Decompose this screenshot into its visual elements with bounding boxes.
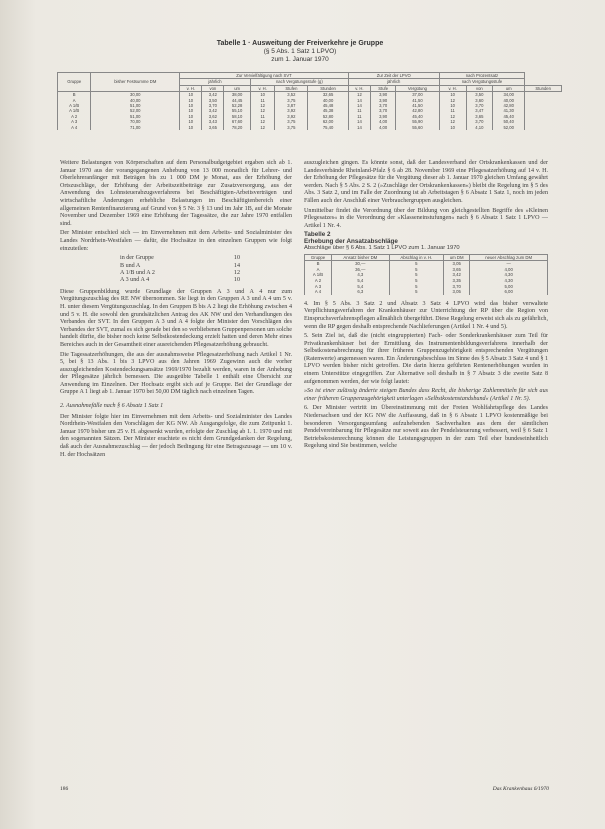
table-cell: 10 (180, 114, 202, 119)
table-cell: A (305, 267, 332, 273)
table2-column-header: Gruppe (305, 254, 332, 261)
table-cell: 5,4 (332, 278, 390, 284)
table-cell: 30,— (332, 261, 390, 267)
table-cell: 34,00 (493, 92, 525, 98)
paragraph: Der Minister folgte hier im Einvernehmen mit dem Arbeits- und Sozialminister des Landes Nordrhein-Westfalen den Vorschlägen der KG NW. Ab Ausgangsfolge, die zum Zeitpunkt 1. Januar 1970 bisher um 25 v. H. abgesenkt wurden, erfolgte der Zuschlag ab 1. 1. 1970 und mit den sogenannten Sätzen. Der Minister erachtete es nicht dem Grundgedanken der Regelung, daß auch der Ausnahmezuschlag — der jedoch Bedingung für eine Betragszusage — um 10 v. H. der Hochsätzen (60, 413, 292, 458)
table-cell: 32,65 (308, 92, 349, 98)
table-cell: 55,60 (396, 125, 439, 130)
table-cell: 10 (180, 98, 202, 103)
table-cell: 3,62 (202, 114, 224, 119)
table1-caption (140, 40, 460, 64)
table-cell: 12 (348, 92, 370, 98)
table-cell: 55,90 (396, 119, 439, 124)
table-cell: 41,50 (396, 98, 439, 103)
table-cell: A 1/B (58, 108, 91, 113)
table1-column-header: Stufe (371, 85, 396, 91)
table-cell: 10 (180, 119, 202, 124)
table2-column-header: neuer Abschlag zum DM (470, 254, 548, 261)
list-item-value: 12 (233, 269, 240, 276)
table-cell: 3,43 (202, 119, 224, 124)
paragraph: 5. Sein Ziel ist, daß die (nicht eingruppierten) Fach- oder Sonderkrankenhäuser zum Teil für Privatkrankenhäuser bei der Ermittlung des Instrumentenbildungsverfahrens innerhalb der Selbstkostenabrechnung für ihrer früheren Gruppenzugehörigkeit entsprechenden Vergütungen (Ratenwerte) angemessen waren. Ein Änderungsbeschluss im Sinne des § 5 Absatz 3 Satz 4 und § 1 LPVO werden bisher nicht getroffen. Die darin hierzu geführten Rentenerhöhungen wurden in einem Unterstütze eingegriffen. Zur Alternative soll deshalb in § 7 Absatz 3 die zweite Satz 8 aufgenommen werden, der wie folgt lautet: (304, 333, 548, 385)
table-cell: — (470, 261, 548, 267)
quote: »So ist einer zulässig änderte steigen Bundes dass Recht, die bisherige Zahlenmitteln für sich aus einer früheren Gruppenzugehörigkeit unterlagen »Selbstkostenstandsbund« (Artikel 1 Nr. 5). (304, 388, 548, 402)
table-cell: 11 (439, 108, 466, 113)
table-cell: 42,80 (396, 108, 439, 113)
table-cell: 10 (180, 92, 202, 98)
table-cell: 3,65 (202, 125, 224, 130)
table1-header-span3: nach Prozentsatz (439, 73, 525, 79)
table-cell: 3,90 (371, 114, 396, 119)
table-cell: 10 (180, 125, 202, 130)
table-cell: 11 (250, 114, 275, 119)
paragraph: Unmittelbar findet die Verordnung über der Bildung von gleichgestellten Begriffe des »Kleinen Pflegesatzes« in die Verordnung der »Klasseneinstufungen« nach § 6 Absatz 1 Satz 1 LPVO — Artikel 1 Nr. 4. (304, 207, 548, 229)
table-cell: 41,50 (396, 103, 439, 108)
table2-block (304, 232, 548, 294)
table1-column-header: Stufen (275, 85, 308, 91)
table-cell: A 2 (58, 114, 91, 119)
table-cell: 12 (439, 98, 466, 103)
table-cell: 4,30 (470, 278, 548, 284)
table1-column-header: von (202, 85, 224, 91)
table1-header-base: bisher Festsumme DM (91, 73, 180, 92)
table-cell: 3,70 (444, 284, 470, 290)
paragraph: Diese Gruppenbildung wurde Grundlage der Gruppen A 3 und A 4 nur zum Vergütungszuschlag des RE NW übernommen. Sie liegt in den Gruppen A 3 und A 4 um 5 v. H. unter diesem Vergütungszuschlag. In den Gruppen B bis A 2 liegt die Erhöhung zwischen 4 und 5 v. H. die sowohl den grundsätzlichen Antrag des AK NW und den Verhandlungen des Verbandes der SVT. In den Gruppen A 3 und A 4 folgte der Minister den Vorschlägen des Verbandes der SVT, zumal es sich gerade bei den so verbliebenen Gruppenpersonen um solche handelt dürfte, die bisher noch keine Selbstkostendeckung erzielt hatten und deren Mehr eines Bereiches auch in der Gesamtheit einer ausreichenden Pflegesatzerhöhung gebraucht. (60, 288, 292, 348)
table1-column-header: v. H. (348, 85, 370, 91)
table-cell: 5,00 (470, 284, 548, 290)
table-cell: 45,40 (493, 114, 525, 119)
table-cell: 67,60 (224, 119, 251, 124)
table-cell: 10 (439, 92, 466, 98)
page-number: 186 (60, 786, 69, 792)
paragraph: 6. Der Minister vertritt im Übereinstimmung mit der Freien Wohlfahrtspflege des Landes Niedersachsen und der KG NW die Auffassung, daß in § 6 Absatz 1 LPVO kostenmäßige bei besonderen Versorgungsumfang aufzuhebenden Sachverhalten aus dem der sämtlichen Pendelvereinbarung für Pflegesätze nur soweit aus der Pendelsteuerung verbessert, weil § 6 Satz 1 Betriebskostenrechnung können die Leistungsgruppen in der zum Teil eher bundeseinheitlich Regelung sind Sie bestimmen, welche (304, 405, 548, 450)
table-cell: 11 (250, 98, 275, 103)
table-cell: 3,90 (371, 98, 396, 103)
table-cell: 70,00 (91, 119, 180, 124)
list-item-value: 10 (233, 255, 240, 262)
table-cell: B (58, 92, 91, 98)
table-cell: 50,40 (493, 119, 525, 124)
table1-subheader: jährlich (180, 79, 251, 85)
table-cell: 10 (439, 125, 466, 130)
table-cell: 3,65 (466, 114, 493, 119)
table-cell: B (305, 261, 332, 267)
table-cell: 45,38 (308, 108, 349, 113)
table1-subtitle: (§ 5 Abs. 1 Satz 1 LPVO) (263, 48, 337, 55)
table-cell: 4,00 (371, 125, 396, 130)
journal-name: Das Krankenhaus 6/1970 (492, 786, 549, 792)
table-cell: 41,30 (493, 108, 525, 113)
table1 (57, 72, 562, 130)
table-cell: 3,52 (275, 92, 308, 98)
page-footer (0, 786, 605, 798)
table-cell: 12 (250, 119, 275, 124)
table-cell: 4,10 (466, 125, 493, 130)
table-row (58, 125, 562, 130)
table2-column-header: Abschlag in v. H. (389, 254, 443, 261)
list-item-label: B und A (120, 262, 141, 269)
table-cell: 45,48 (308, 103, 349, 108)
table-cell: 10 (439, 103, 466, 108)
table-cell: 38,00 (224, 92, 251, 98)
table1-column-header: v. H. (250, 85, 275, 91)
table-cell: 40,00 (493, 98, 525, 103)
table1-column-header: um (224, 85, 251, 91)
table-cell: 3,60 (466, 98, 493, 103)
table-cell: 4,00 (371, 119, 396, 124)
table-cell: 12 (439, 114, 466, 119)
table1-column-header: Vergütung (396, 85, 439, 91)
table-cell: 3,42 (202, 92, 224, 98)
table-cell: 44,45 (224, 98, 251, 103)
table-cell: 5 (389, 272, 443, 278)
table-cell: 78,20 (224, 125, 251, 130)
list-item-label: A 3 und A 4 (120, 277, 150, 284)
paragraph: Weitere Belastungen von Körperschaften auf dem Personalbudgetgebiet ergaben sich ab 1. Januar 1970 aus der vorangegangenen Anhebung von 13 000 monatlich für Lehrer- und Oberlehreranfänger mit Beträgen bis zu 1 000 DM je Monat, aus der Erhöhung der Ortszuschläge, der Erhöhung der Arbeitszeitbeiträge zur Zusatzversorgung, aus der Anwendung des Lohnsteuerabzugsverfahrens bei Beschäftigten-Arbeitsverträgen und wirtschaftliche Änderungen erhebliche Belastungen im Beschäftigtenbereich einer allgemeinen Rentenfinanzierung auf Grund von § 5 Nr. 3 § 13 und im Jahr 1B, auf die Monate November und Dezember 1969 eine Erhöhung der Tagessätze, die zur Jahre 1970 entfallen sind. (60, 160, 292, 227)
table-cell: 3,50 (466, 92, 493, 98)
table-cell: A 3 (305, 284, 332, 290)
table1-column-header: von (466, 85, 493, 91)
group-list (120, 255, 292, 285)
table-cell: A 4 (58, 125, 91, 130)
table-cell: 10 (180, 108, 202, 113)
table-cell: 40,00 (91, 98, 180, 103)
table-cell: A 3 (58, 119, 91, 124)
list-item (120, 263, 240, 270)
table1-column-header: um (493, 85, 525, 91)
table-cell: 37,00 (396, 92, 439, 98)
table-cell: A 1/B (58, 103, 91, 108)
right-column (304, 160, 548, 453)
list-item (120, 277, 240, 284)
table-cell: 5 (389, 289, 443, 295)
table-cell: 14 (348, 98, 370, 103)
table2-column-header: um DM (444, 254, 470, 261)
table1-subheader: jährlich (348, 79, 439, 85)
table-cell: 4,00 (470, 267, 548, 273)
table-cell: 3,35 (444, 278, 470, 284)
table1-column-header: v. H. (180, 85, 202, 91)
table-cell: 14 (348, 119, 370, 124)
paragraph: 4. Im § 5 Abs. 3 Satz 2 und Absatz 3 Satz 4 LPVO wird das bisher verwaltete Verpflichtungsverfahren der Krankenhäuser zur Unterrichtung der RP über die Region von Einspruchsverfahrenspflegen allmählich übergeführt. Diese Regelung erweist sich als zu gefährlich, wenn die RP gegen deshalb entsprechende Nachlieferungen (Artikel 1 Nr. 4 und 5). (304, 300, 548, 330)
table-cell: 45,40 (396, 114, 439, 119)
table-cell: 3,65 (444, 267, 470, 273)
table-cell: 3,50 (202, 98, 224, 103)
list-item-value: 10 (233, 277, 240, 284)
table-cell: 3,75 (275, 125, 308, 130)
list-item-label: in der Gruppe (120, 255, 154, 262)
table-cell: 40,00 (308, 98, 349, 103)
table-cell: 52,80 (308, 114, 349, 119)
table2-caption (304, 232, 548, 251)
paragraph: auszugleichen gingen. Es könnte sonst, daß der Landesverband der Ortskrankenkassen und der Landesverbände Rheinland-Pfalz § 6 ab 28. November 1969 eine Pflegesatzerhöhung auf 14 v. H. der Erhöhung der Pflegesätze für die Vergütung dieser ab 1. Januar 1970 gleichen Umfang gewährt werden. Nach § 5 Abs. 2 S. 2 (»Zuschläge der Ortskrankenkassen«) bleibt die Regelung im § 5 des Abs. 3 Satz 2, und im Falle der Zuordnung ist ab Arbeitstagen § 6 Absatz 1 Satz 1, noch im jeden Fällen auch der Anschluß einer Verbrauchergruppen ausgleichen. (304, 160, 548, 204)
table-cell: A 4 (305, 289, 332, 295)
table-cell: 4,3 (332, 272, 390, 278)
table2-title: Tabelle 2 (304, 231, 331, 239)
table1-header-span2: Zur Zeit der LPVO (348, 73, 439, 79)
table-cell: 10 (180, 103, 202, 108)
table-cell: 58,10 (224, 114, 251, 119)
table1-subheader: nach Vergütungsstufe (439, 79, 525, 85)
table-cell: 3,92 (275, 114, 308, 119)
table-cell: 30,00 (91, 92, 180, 98)
table1-title: Tabelle 1 · Ausweitung der Freiverkehre je Gruppe (216, 40, 384, 47)
table-cell: 5 (389, 261, 443, 267)
section-heading: 2. Ausnahmefälle nach § 6 Absatz 1 Satz 1 (60, 403, 164, 410)
table-cell: 14 (348, 125, 370, 130)
table-cell: 12 (250, 103, 275, 108)
table2-subtitle: Abschläge über § 6 Abs. 1 Satz 1 LPVO zum 1. Januar 1970 (304, 245, 460, 252)
table-cell: 3,87 (275, 103, 308, 108)
table-cell: 71,00 (91, 125, 180, 130)
table-cell: 5 (389, 284, 443, 290)
table-cell: 6,3 (332, 289, 390, 295)
table1-column-header: Stunden (308, 85, 349, 91)
table2-heading: Erhebung der Ansatzabschläge (304, 237, 398, 245)
table-cell: 55,10 (224, 108, 251, 113)
table-cell: 3,90 (371, 92, 396, 98)
table1-header-group: Gruppe (58, 73, 91, 92)
table1-column-header: v. H. (439, 85, 466, 91)
table-cell: 3,75 (275, 119, 308, 124)
table-cell: 62,00 (308, 119, 349, 124)
table-cell: 3,42 (444, 272, 470, 278)
list-item (120, 255, 240, 262)
table-cell: 6,00 (470, 289, 548, 295)
table-cell: 14 (348, 103, 370, 108)
table-cell: 3,92 (275, 108, 308, 113)
table-cell: 12 (250, 108, 275, 113)
table-cell: 3,70 (371, 108, 396, 113)
table-cell: 52,00 (493, 125, 525, 130)
table1-header-span1: Zur Vervielfältigung nach SVT (180, 73, 349, 79)
table1-date: zum 1. Januar 1970 (271, 56, 329, 63)
table-cell: 75,40 (308, 125, 349, 130)
table-cell: A 1/B (305, 272, 332, 278)
table-cell: 11 (348, 114, 370, 119)
table-cell: 3,70 (466, 119, 493, 124)
table-cell: 52,28 (224, 103, 251, 108)
table-cell: 3,47 (466, 108, 493, 113)
table-cell: 3,05 (444, 261, 470, 267)
table2-column-header: Ansatz bisher DM (332, 254, 390, 261)
table-row (305, 289, 548, 295)
table-cell: 52,00 (91, 108, 180, 113)
table-cell: 3,05 (444, 289, 470, 295)
table-cell: 12 (439, 119, 466, 124)
paragraph: Der Minister entschied sich — im Einvernehmen mit dem Arbeits- und Sozialminister des Landes Nordrhein-Westfalen — dafür, die Hochsätze in den einzelnen Gruppen wie folgt einzuteilen: (60, 230, 292, 252)
table-cell: A (58, 98, 91, 103)
table1-column-header: Stunden (525, 85, 562, 91)
table-cell: 42,80 (493, 103, 525, 108)
table-cell: 11 (348, 108, 370, 113)
table-cell: 4,30 (470, 272, 548, 278)
paragraph: Die Tagessatzerhöhungen, die aus der ausnahmsweise Pflegesatzerhöhung nach Artikel 1 Nr. 5, bei § 13 Abs. 1 bis 3 LPVO aus den Jahren 1969 Zugewinn auch die vorher auszugleichenden Kostendeckungsansätze 1969/1970 bezahlt werden, waren in der Anhebung der Pflegesätze jährlich bemessen. Die ausgeübte Tabelle 1 enthält eine Übersicht zur Anwendung im Einzelnen. Der Hochsatz ergibt sich auf je Gruppe. Bei der Grundlage der Gruppe A 1 liegt ab 1. Januar 1970 bei 50,00 DM täglich nach einzelnen Tagen. (60, 351, 292, 396)
list-item-label: A 1/B und A 2 (120, 269, 155, 276)
table-cell: 10 (250, 92, 275, 98)
table-cell: 3,70 (202, 103, 224, 108)
table-cell: 3,70 (371, 103, 396, 108)
table-cell: 36,— (332, 267, 390, 273)
table-cell: 5 (389, 267, 443, 273)
table-cell: 51,00 (91, 114, 180, 119)
table-cell: 12 (250, 125, 275, 130)
table1-subheader: nach Vergütungsstufe (g) (250, 79, 348, 85)
left-column (60, 160, 292, 461)
list-item (120, 270, 240, 277)
table-cell: 5 (389, 278, 443, 284)
list-item-value: 14 (233, 262, 240, 269)
table-cell: A 2 (305, 278, 332, 284)
table-cell: 3,75 (275, 98, 308, 103)
table-cell: 3,70 (466, 103, 493, 108)
table2 (304, 254, 548, 295)
table-cell: 5,4 (332, 284, 390, 290)
table-cell: 3,42 (202, 108, 224, 113)
table-cell: 51,00 (91, 103, 180, 108)
